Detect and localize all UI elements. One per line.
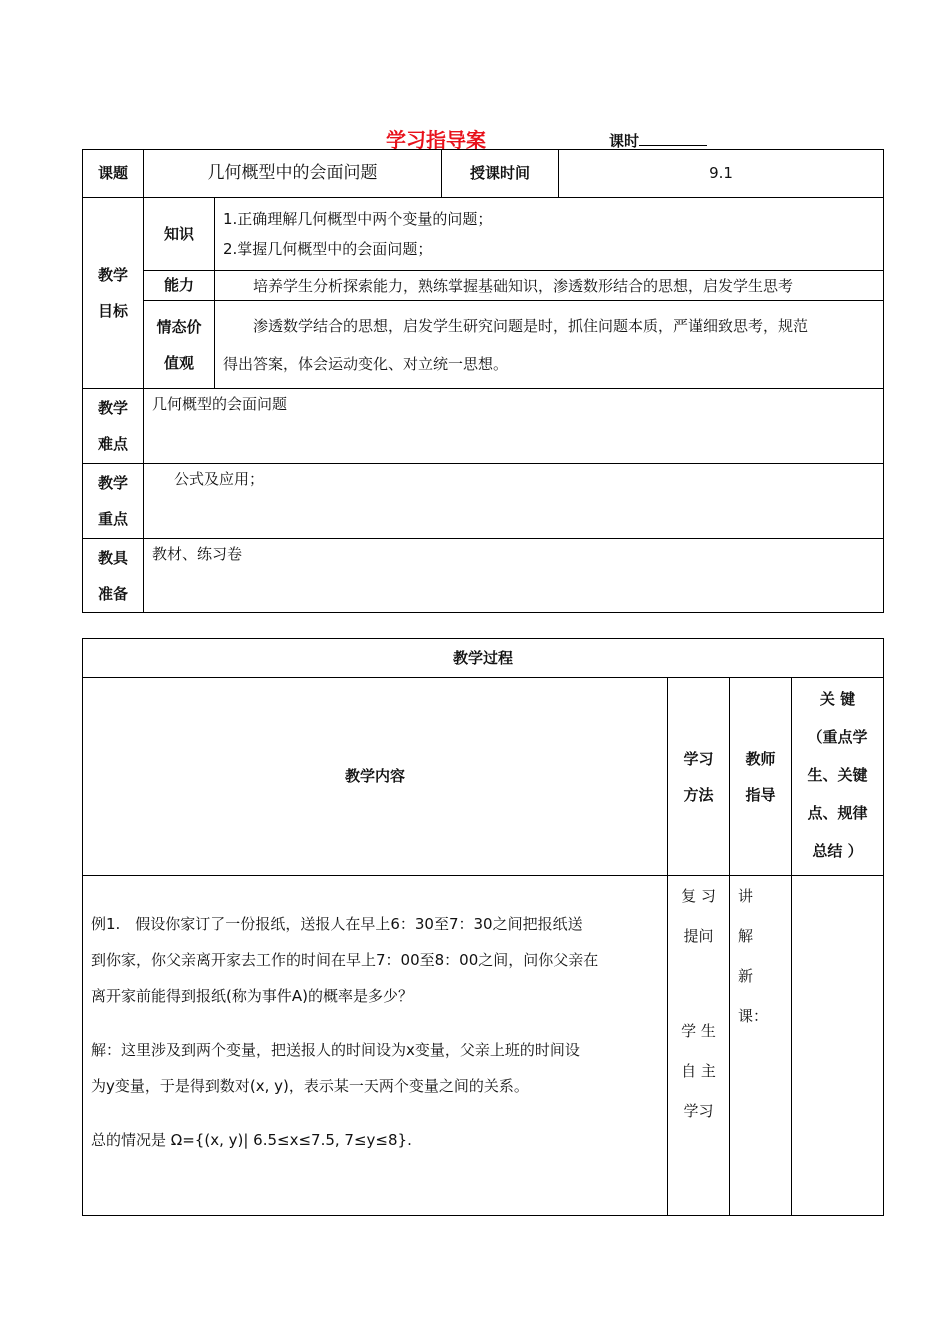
lesson-info-table xyxy=(82,149,884,613)
teacher-header: 教师 指导 xyxy=(730,678,792,876)
knowledge-text: 1.正确理解几何概型中两个变量的问题； 2.掌握几何概型中的会面问题； xyxy=(215,198,884,271)
example-line: 例1. 假设你家订了一份报纸，送报人在早上6：30至7：30之间把报纸送 xyxy=(91,915,583,933)
document-title: 学习指导案 xyxy=(386,128,486,152)
tools-text: 教材、练习卷 xyxy=(144,539,884,613)
total-line: 总的情况是 Ω={(x, y)| 6.5≤x≤7.5, 7≤y≤8}. xyxy=(91,1131,412,1149)
content-header: 教学内容 xyxy=(83,678,668,876)
time-value: 9.1 xyxy=(559,150,884,198)
example-line: 离开家前能得到报纸(称为事件A)的概率是多少？ xyxy=(91,987,413,1005)
knowledge-label: 知识 xyxy=(144,198,215,271)
teaching-process-table xyxy=(82,638,884,1216)
period-label: 课时 xyxy=(609,132,640,150)
ability-text: 培养学生分析探索能力，熟练掌握基础知识，渗透数形结合的思想，启发学生思考 xyxy=(215,271,884,301)
ability-label: 能力 xyxy=(144,271,215,301)
key-point-text: 公式及应用； xyxy=(144,464,884,539)
method-cell: 复 习 提问 学 生 自 主 学习 xyxy=(668,876,730,1216)
difficulty-label: 教学 难点 xyxy=(83,389,144,464)
tools-label: 教具 准备 xyxy=(83,539,144,613)
solution-line: 解：这里涉及到两个变量，把送报人的时间设为x变量，父亲上班的时间设 xyxy=(91,1041,580,1059)
key-point-label: 教学 重点 xyxy=(83,464,144,539)
objectives-label: 教学 目标 xyxy=(83,198,144,389)
topic-label: 课题 xyxy=(83,150,144,198)
period-field xyxy=(609,130,707,151)
example-line: 到你家，你父亲离开家去工作的时间在早上7：00至8：00之间，问你父亲在 xyxy=(91,951,599,969)
process-title: 教学过程 xyxy=(83,639,884,678)
difficulty-text: 几何概型的会面问题 xyxy=(144,389,884,464)
method-header: 学习 方法 xyxy=(668,678,730,876)
period-blank xyxy=(639,133,707,146)
solution-line: 为y变量，于是得到数对(x, y)，表示某一天两个变量之间的关系。 xyxy=(91,1077,529,1095)
example-content xyxy=(83,876,668,1216)
teacher-cell: 讲 解 新 课： xyxy=(730,876,792,1216)
topic-value: 几何概型中的会面问题 xyxy=(144,150,442,198)
time-label: 授课时间 xyxy=(442,150,559,198)
key-summary-header: 关 键 （重点学 生、关键 点、规律 总结 ） xyxy=(792,678,884,876)
values-label: 情态价 值观 xyxy=(144,301,215,389)
values-text: 渗透数学结合的思想，启发学生研究问题是时，抓住问题本质，严谨细致思考，规范 得出答案，体会运动变化、对立统一思想。 xyxy=(215,301,884,389)
key-summary-cell xyxy=(792,876,884,1216)
